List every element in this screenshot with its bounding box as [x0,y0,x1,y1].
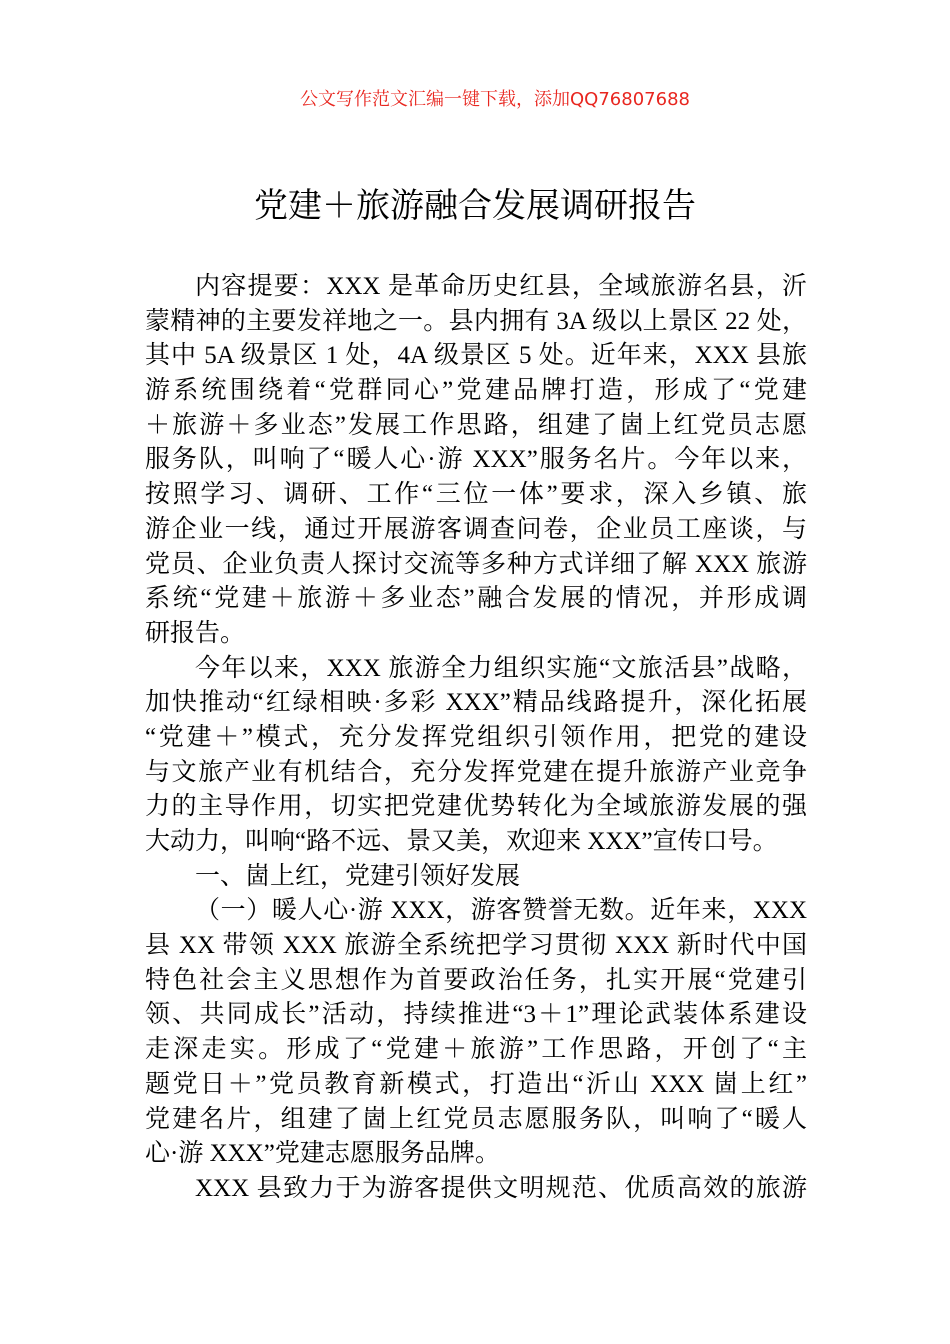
text-line: 心·游 XXX”党建志愿服务品牌。 [145,1140,500,1168]
paragraph [145,270,807,652]
text-line: （一）暖人心·游 XXX，游客赞誉无数。近年来，XXX [195,897,807,925]
document-title: 党建＋旅游融合发展调研报告 [254,186,696,226]
text-line: 服务队，叫响了“暖人心·游 XXX”服务名片。今年以来， [145,446,807,474]
download-notice-header: 公文写作范文汇编一键下载，添加QQ76807688 [300,89,690,110]
text-line: 走深走实。形成了“党建＋旅游”工作思路，开创了“主 [145,1036,807,1064]
document-body [145,270,807,1207]
paragraph [145,894,807,1172]
text-line: 党员、企业负责人探讨交流等多种方式详细了解 XXX 旅游 [145,550,807,578]
paragraph [145,1172,807,1207]
text-line: 一、崮上红，党建引领好发展 [195,862,521,890]
text-line: 加快推动“红绿相映·多彩 XXX”精品线路提升，深化拓展 [145,689,807,717]
section-heading [145,860,807,895]
text-line: “党建＋”模式，充分发挥党组织引领作用，把党的建设 [145,723,807,751]
text-line: 游系统围绕着“党群同心”党建品牌打造，形成了“党建 [145,377,807,405]
text-line: 内容提要：XXX 是革命历史红县，全域旅游名县，沂 [195,273,807,300]
text-line: 蒙精神的主要发祥地之一。县内拥有 3A 级以上景区 22 处， [145,307,807,335]
text-line: 研报告。 [145,619,246,647]
text-line: 特色社会主义思想作为首要政治任务，扎实开展“党建引 [145,966,807,994]
text-line: 其中 5A 级景区 1 处，4A 级景区 5 处。近年来，XXX 县旅 [145,342,807,370]
text-line: 游企业一线，通过开展游客调查问卷，企业员工座谈，与 [145,515,807,543]
paragraph [145,652,807,860]
text-line: 题党日＋”党员教育新模式，打造出“沂山 XXX 崮上红” [145,1070,807,1098]
text-line: 今年以来，XXX 旅游全力组织实施“文旅活县”战略， [195,654,807,682]
text-line: 按照学习、调研、工作“三位一体”要求，深入乡镇、旅 [145,481,807,509]
text-line: 大动力，叫响“路不远、景又美，欢迎来 XXX”宣传口号。 [145,828,778,855]
text-line: 系统“党建＋旅游＋多业态”融合发展的情况，并形成调 [145,585,807,613]
text-line: XXX 县致力于为游客提供文明规范、优质高效的旅游 [195,1174,807,1202]
text-line: 党建名片，组建了崮上红党员志愿服务队，叫响了“暖人 [145,1105,807,1133]
text-line: 与文旅产业有机结合，充分发挥党建在提升旅游产业竞争 [145,758,807,786]
text-line: ＋旅游＋多业态”发展工作思路，组建了崮上红党员志愿 [145,411,807,439]
text-line: 领、共同成长”活动，持续推进“3＋1”理论武装体系建设 [145,1001,807,1029]
text-line: 县 XX 带领 XXX 旅游全系统把学习贯彻 XXX 新时代中国 [145,932,807,960]
text-line: 力的主导作用，切实把党建优势转化为全域旅游发展的强 [145,793,807,821]
